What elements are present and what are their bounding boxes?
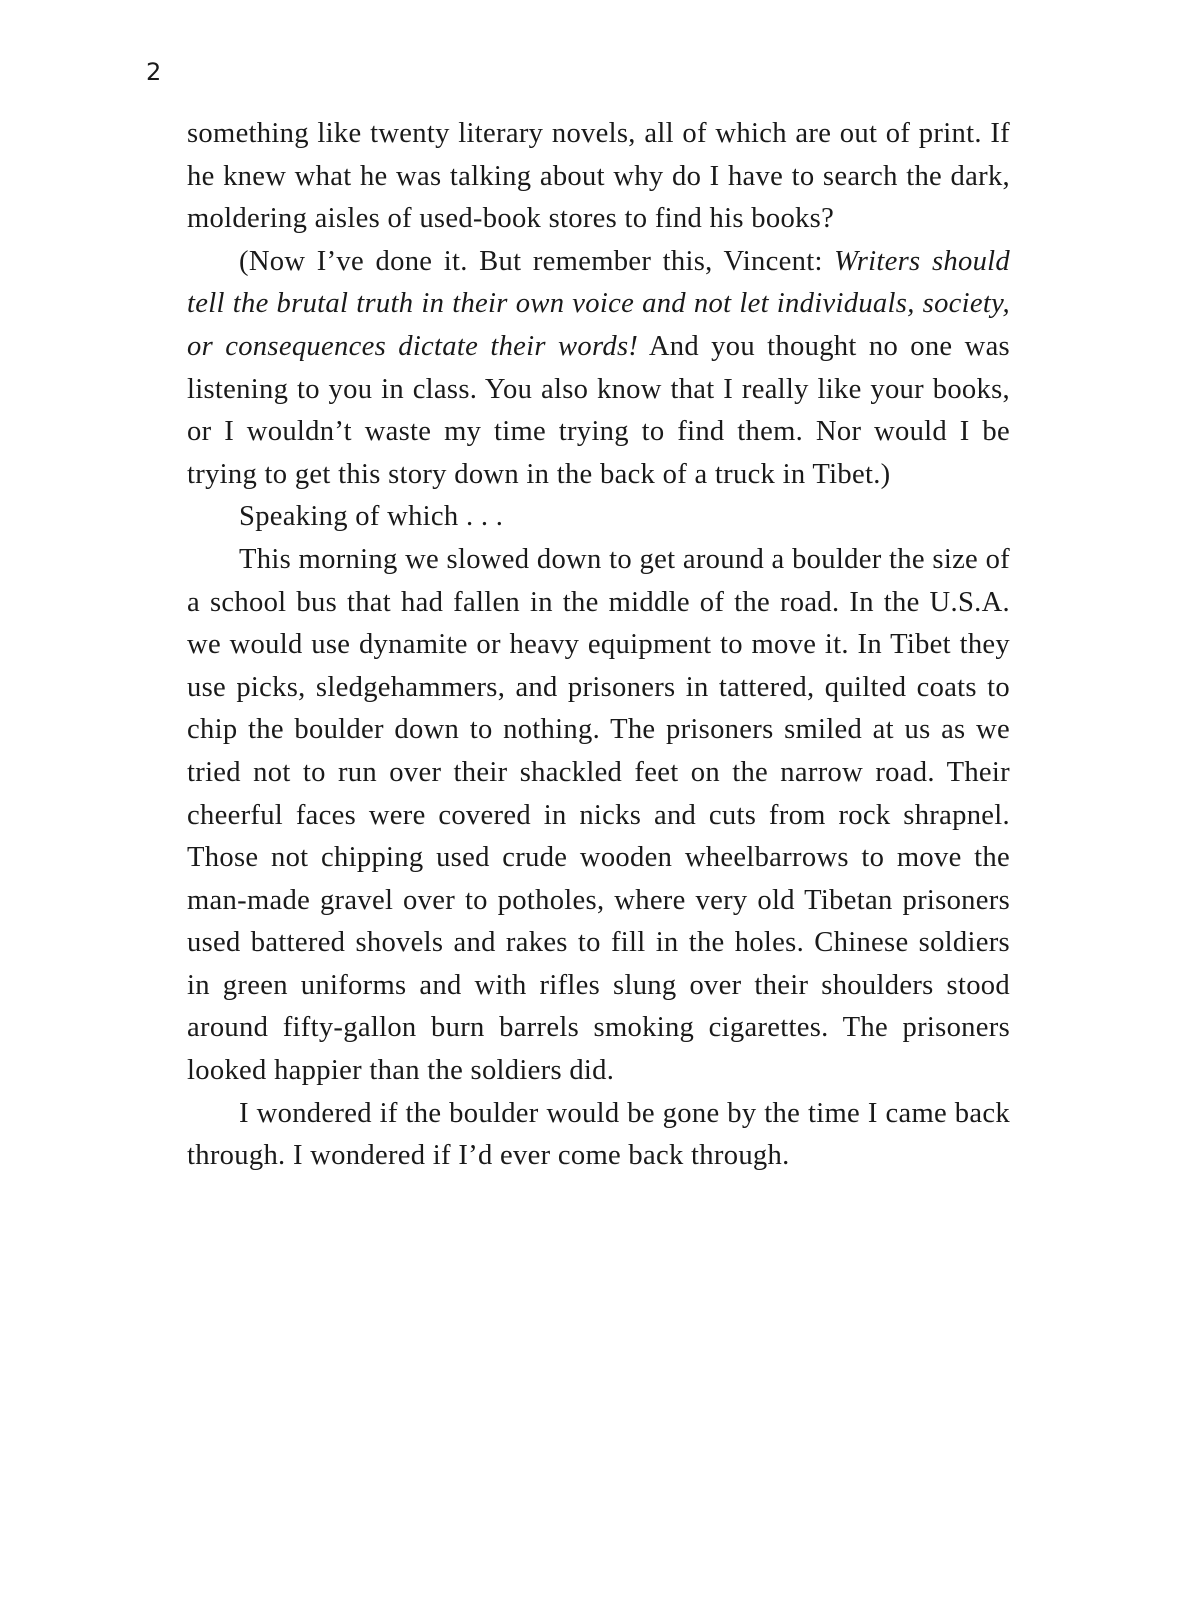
paragraph	[187, 496, 1010, 539]
paragraph	[187, 241, 1010, 497]
text-segment: Speaking of which . . .	[239, 501, 504, 533]
text-segment: This morning we slowed down to get around a boulder the size of a school bus that had fallen in the middle of the road. In the U.S.A. we would use dynamite or heavy equipment to move it. In Tibet they use picks, sledgehammers, and prisoners in tattered, quilted coats to chip the boulder down to nothing. The prisoners smiled at us as we tried not to run over their shackled feet on the narrow road. Their cheerful faces were covered in nicks and cuts from rock shrapnel. Those not chipping used crude wooden wheelbarrows to move the man-made gravel over to potholes, where very old Tibetan prisoners used battered shovels and rakes to fill in the holes. Chinese soldiers in green uniforms and with rifles slung over their shoulders stood around fifty-gallon burn barrels smoking cigarettes. The prisoners looked happier than the soldiers did.	[187, 543, 1010, 1087]
paragraph	[187, 1093, 1010, 1178]
text-segment: I wondered if the boulder would be gone by the time I came back through. I wondered if I’d ever come back through.	[187, 1097, 1010, 1172]
text-segment: something like twenty literary novels, all of which are out of print. If he knew what he was talking about why do I have to search the dark, moldering aisles of used-book stores to find his books?	[187, 118, 1010, 235]
text-segment: (Now I’ve done it. But remember this, Vincent:	[239, 245, 835, 277]
paragraph	[187, 539, 1010, 1093]
body-text	[187, 113, 1010, 1178]
paragraph	[187, 113, 1010, 241]
page-number: 2	[146, 58, 162, 86]
text-segment: And you thought no one was listening to you in class. You also know that I really like your books, or I wouldn’t waste my time trying to find them. Nor would I be trying to get this story down in the back of a truck in Tibet.)	[187, 330, 1010, 490]
italic-text-segment: Writers should tell the brutal truth in their own voice and not let individuals, society, or consequences dictate their words!	[187, 245, 1011, 362]
